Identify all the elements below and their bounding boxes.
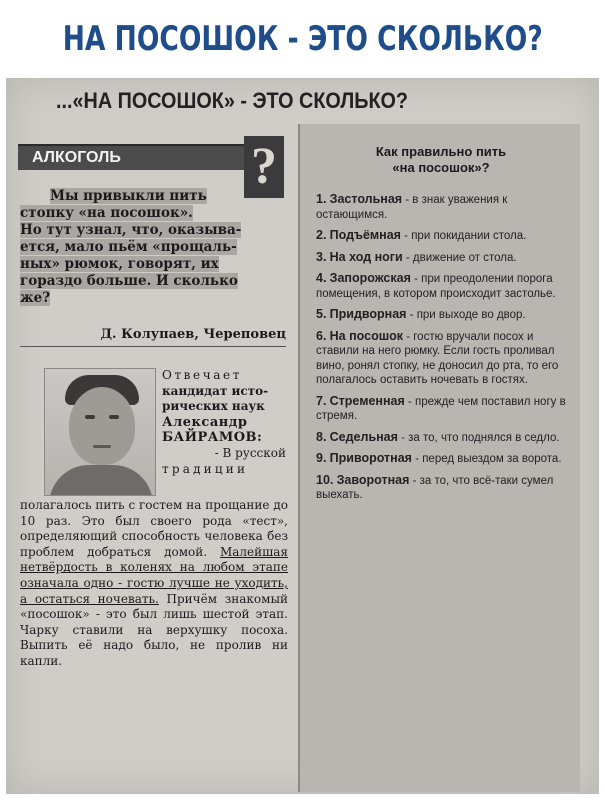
answer-paragraph: Причём знакомый «посошок» - это был лишь шестой этап. Чарку ставили на верхушку посоха. Выпить её надо было, не пролив ни капли. — [20, 591, 288, 668]
intro-line: Но тут узнал, что, оказыва- — [20, 222, 242, 238]
list-item: 9. Приворотная - перед выездом за ворота. — [316, 451, 562, 465]
intro-line: стопку «на посошок». — [20, 205, 193, 221]
article-headline: ...«НА ПОСОШОК» - ЭТО СКОЛЬКО? — [56, 88, 409, 113]
expert-intro-line: Отвечает — [162, 368, 242, 382]
rules-list — [316, 192, 570, 509]
banner-title: НА ПОСОШОК - ЭТО СКОЛЬКО? — [62, 19, 543, 59]
list-item: 5. Придворная - при выходе во двор. — [316, 307, 526, 321]
list-item: 6. На посошок - гостю вручали посох и ставили на него рюмку. Если гость проливал вино, ронял стопку, не доносил до рта, то его полагалось оставить ночевать в гостях. — [316, 328, 559, 386]
intro-line: ных» рюмок, говорят, их — [20, 256, 219, 272]
intro-line: Мы привыкли пить — [50, 188, 207, 204]
sidebar-title-line: «на посошок»? — [392, 160, 490, 175]
list-item: 1. Застольная - в знак уважения к остающимся. — [316, 192, 508, 221]
list-item: 7. Стременная - прежде чем поставил ногу в стремя. — [316, 393, 566, 422]
reader-question — [20, 188, 286, 307]
expert-photo — [44, 368, 156, 496]
list-item: 4. Запорожская - при преодолении порога помещения, в котором происходит застолье. — [316, 271, 556, 300]
intro-line: же? — [20, 290, 51, 306]
list-item: 10. Заворотная - за то, что всё-таки сумел выехать. — [316, 472, 554, 501]
list-item: 8. Седельная - за то, что поднялся в седло. — [316, 429, 560, 444]
banner — [0, 0, 605, 78]
answer-underlined: Малейшая нетвёрдость в коленях на любом этапе означала одно - гостю лучше не уходить, а остаться ночевать. — [20, 544, 288, 606]
answer-text — [20, 498, 288, 670]
newspaper-clipping — [6, 78, 599, 794]
intro-line: гораздо больше. И сколько — [20, 273, 238, 289]
expert-intro — [162, 368, 286, 477]
sidebar-title — [300, 144, 582, 176]
byline: Д. Колупаев, Череповец — [100, 327, 286, 342]
expert-intro-line: - В русской — [214, 445, 286, 460]
expert-surname: БАЙРАМОВ: — [162, 430, 263, 446]
answer-paragraph: полагалось пить с гостем на прощание до 10 раз. Это был своего рода «тест», определяющий способность человека без проблем добраться домой. — [20, 498, 288, 559]
intro-line: ется, мало пьём «прощаль- — [20, 239, 237, 255]
sidebar-title-line: Как правильно пить — [375, 144, 507, 159]
question-mark-icon: ? — [244, 136, 284, 198]
rubric-label: АЛКОГОЛЬ — [32, 149, 121, 166]
rubric-bar — [18, 144, 254, 170]
list-item: 2. Подъёмная - при покидании стола. — [316, 228, 527, 242]
divider — [20, 346, 286, 347]
expert-intro-line: традиции — [162, 461, 249, 476]
expert-intro-line: рических наук — [162, 399, 265, 414]
sidebar-box — [298, 124, 580, 792]
expert-name: Александр — [162, 414, 248, 430]
expert-intro-line: кандидат исто- — [162, 383, 269, 398]
list-item: 3. На ход ноги - движение от стола. — [316, 249, 517, 264]
